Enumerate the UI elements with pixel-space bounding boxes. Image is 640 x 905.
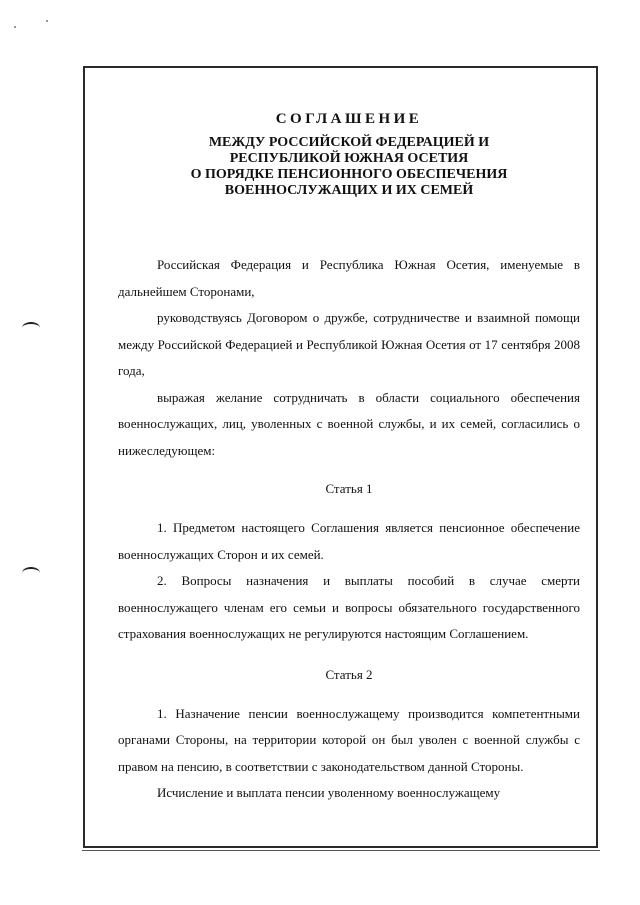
document-subtitle: [118, 135, 580, 199]
article-2-paragraph: 1. Назначение пенсии военнослужащему производится компетентными органами Стороны, на территории которой он был уволен с военной службы с правом на пенсию, в соответствии с законодательством данной Стороны.: [118, 705, 580, 774]
article-2-paragraph: Исчисление и выплата пенсии уволенному военнослужащему: [157, 785, 501, 800]
preamble-paragraph: Российская Федерация и Республика Южная Осетия, именуемые в дальнейшем Сторонами,: [118, 257, 580, 299]
subtitle-line: РЕСПУБЛИКОЙ ЮЖНАЯ ОСЕТИЯ: [229, 151, 469, 166]
subtitle-line: О ПОРЯДКЕ ПЕНСИОННОГО ОБЕСПЕЧЕНИЯ: [190, 167, 508, 182]
preamble-paragraph: выражая желание сотрудничать в области социального обеспечения военнослужащих, лиц, уволенных с военной службы, и их семей, согласились о нижеследующем:: [118, 389, 580, 458]
punch-hole-mark: [22, 322, 40, 334]
bottom-rule: [82, 850, 600, 851]
subtitle-line: МЕЖДУ РОССИЙСКОЙ ФЕДЕРАЦИЕЙ И: [208, 135, 490, 150]
document-body: [118, 108, 580, 807]
article-1-heading: Статья 1: [325, 481, 373, 496]
preamble-paragraph: руководствуясь Договором о дружбе, сотрудничестве и взаимной помощи между Российской Федерацией и Республикой Южная Осетия от 17 сентября 2008 года,: [118, 310, 580, 378]
punch-hole-mark: [22, 567, 40, 579]
scan-speck: [14, 26, 16, 28]
subtitle-line: ВОЕННОСЛУЖАЩИХ И ИХ СЕМЕЙ: [224, 183, 474, 198]
scan-speck: [46, 20, 48, 22]
article-1-paragraph: 1. Предметом настоящего Соглашения является пенсионное обеспечение военнослужащих Сторон и их семей.: [118, 520, 580, 562]
article-1-paragraph: 2. Вопросы назначения и выплаты пособий в случае смерти военнослужащего членам его семьи и вопросы обязательного государственного страхования военнослужащих не регулируются настоящим Соглашением.: [118, 573, 580, 641]
document-title: СОГЛАШЕНИЕ: [275, 111, 423, 127]
article-2-heading: Статья 2: [325, 666, 373, 682]
